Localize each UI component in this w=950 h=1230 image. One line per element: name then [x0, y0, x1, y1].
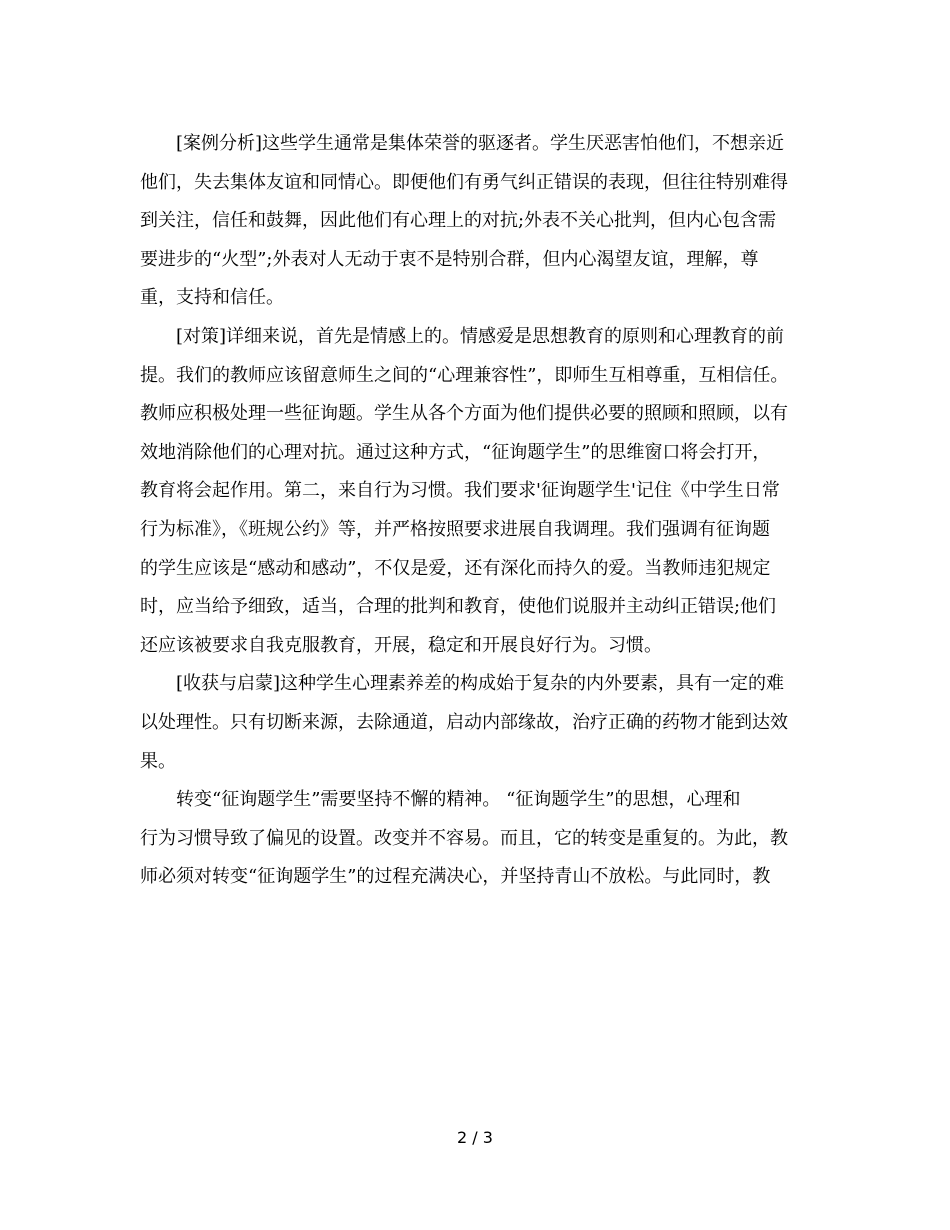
page-number: 2 / 3: [457, 1128, 493, 1147]
text-line: 到关注，信任和鼓舞，因此他们有心理上的对抗;外表不关心批判，但内心包含需: [140, 210, 777, 232]
paragraph-case-analysis: [140, 125, 830, 318]
text-line: 转变“征询题学生”需要坚持不懈的精神。 “征询题学生”的思想，心理和: [176, 789, 741, 811]
text-line: 要进步的“火型”;外表对人无动于衷不是特别合群，但内心渴望友谊，理解，尊: [140, 248, 759, 270]
text-line: 果。: [140, 750, 176, 772]
text-line: 教育将会起作用。第二，来自行为习惯。我们要求'征询题学生'记住《中学生日常: [140, 480, 780, 502]
text-line: 重，支持和信任。: [140, 287, 284, 309]
document-body: [140, 125, 830, 897]
text-line: 师必须对转变“征询题学生”的过程充满决心，并坚持青山不放松。与此同时，教: [140, 866, 771, 888]
text-line: [案例分析]这些学生通常是集体荣誉的驱逐者。学生厌恶害怕他们，不想亲近: [176, 133, 785, 154]
text-line: [对策]详细来说，首先是情感上的。情感爱是思想教育的原则和心理教育的前: [176, 325, 785, 347]
paragraph-countermeasures: [140, 318, 830, 665]
text-line: 行为标准》，《班规公约》等，并严格按照要求进展自我调理。我们强调有征询题: [140, 518, 770, 540]
paragraph-gains-insights: [140, 665, 830, 781]
text-line: 行为习惯导致了偏见的设置。改变并不容易。而且，它的转变是重复的。为此，教: [140, 827, 788, 849]
text-line: 还应该被要求自我克服教育，开展，稳定和开展良好行为。习惯。: [140, 634, 662, 656]
text-line: [收获与启蒙]这种学生心理素养差的构成始于复杂的内外要素，具有一定的难: [176, 673, 785, 695]
text-line: 时，应当给予细致，适当，合理的批判和教育，使他们说服并主动纠正错误;他们: [140, 596, 777, 618]
text-line: 的学生应该是“感动和感动”，不仅是爱，还有深化而持久的爱。当教师违犯规定: [140, 557, 771, 579]
text-line: 提。我们的教师应该留意师生之间的“心理兼容性”，即师生互相尊重，互相信任。: [140, 364, 789, 386]
text-line: 教师应积极处理一些征询题。学生从各个方面为他们提供必要的照顾和照顾，以有: [140, 403, 788, 425]
text-line: 他们，失去集体友谊和同情心。即便他们有勇气纠正错误的表现，但往往特别难得: [140, 171, 788, 193]
text-line: 以处理性。只有切断来源，去除通道，启动内部缘故，治疗正确的药物才能到达效: [140, 711, 788, 733]
paragraph-transformation: [140, 781, 830, 897]
text-line: 效地消除他们的心理对抗。通过这种方式，“征询题学生”的思维窗口将会打开，: [140, 441, 771, 463]
